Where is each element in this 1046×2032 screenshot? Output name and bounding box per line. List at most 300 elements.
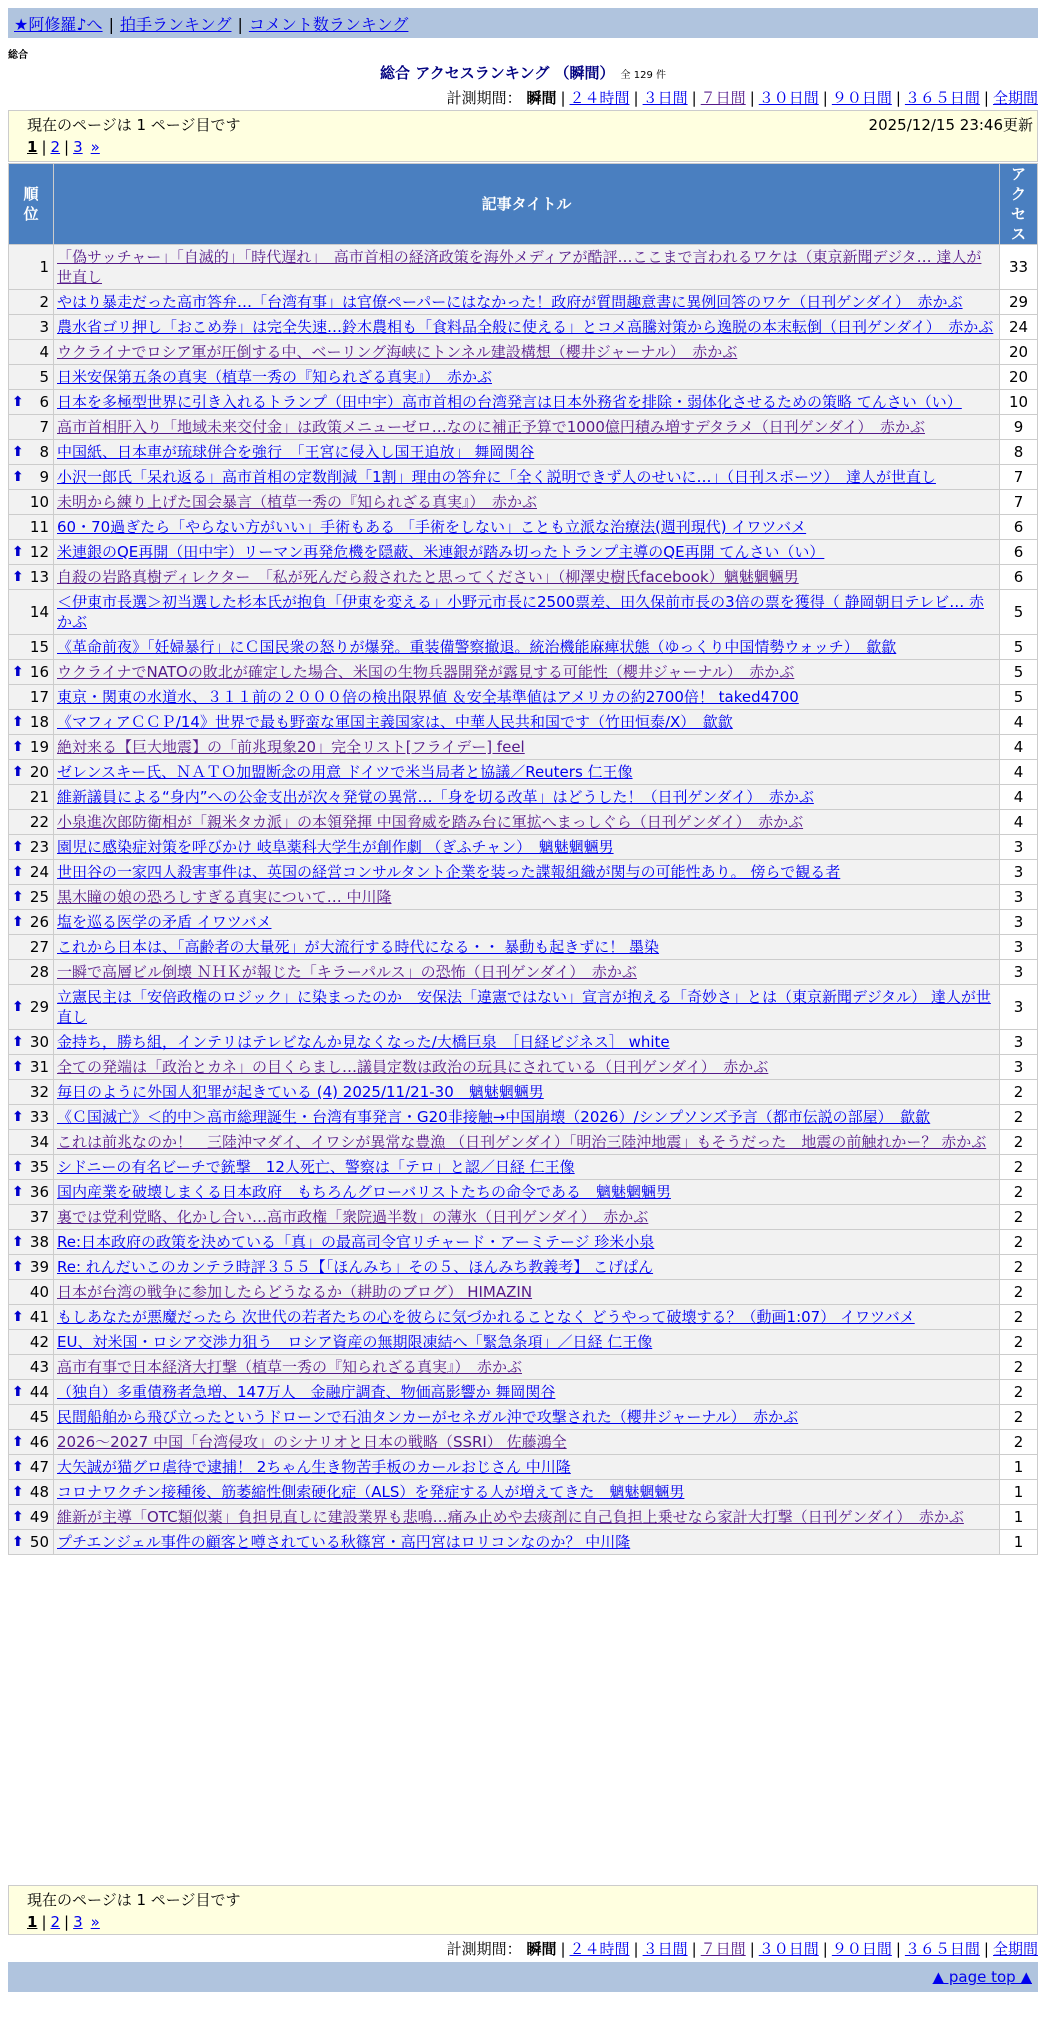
rank-cell [9, 565, 53, 589]
col-rank-header: 順位 [9, 164, 53, 244]
rank-cell [9, 935, 53, 959]
article-link[interactable]: 日本が台湾の戦争に参加したらどうなるか（耕助のブログ） HIMAZIN [57, 1283, 533, 1301]
rank-number: 9 [39, 468, 49, 486]
title-cell [54, 540, 999, 564]
table-row [9, 1380, 1037, 1404]
title-cell [54, 1205, 999, 1229]
article-link[interactable]: EU、対米国・ロシア交渉力狙う ロシア資産の無期限凍結へ「緊急条項」／日経 仁王像 [57, 1333, 653, 1351]
rank-number: 37 [29, 1208, 49, 1226]
up-arrow-icon: ⬆ [12, 1234, 24, 1250]
article-link[interactable]: Re: れんだいこのカンテラ時評３５５【「ほんみち」その５、ほんみち教義考】 こげぱん [57, 1258, 654, 1276]
title-cell [54, 245, 999, 289]
article-link[interactable]: 毎日のように外国人犯罪が起きている (4) 2025/11/21-30 魑魅魍魎男 [57, 1083, 544, 1101]
rank-number: 16 [29, 663, 49, 681]
up-arrow-icon: ⬆ [12, 469, 24, 485]
article-link[interactable]: 園児に感染症対策を呼びかけ 岐阜薬科大学生が創作劇 （ぎふチャン） 魑魅魍魎男 [57, 838, 614, 856]
rank-cell [9, 835, 53, 859]
rank-number: 28 [29, 963, 49, 981]
access-count: 2 [1000, 1330, 1037, 1354]
article-link[interactable]: 国内産業を破壊しまくる日本政府 もちろんグローバリストたちの命令である 魑魅魍魎男 [57, 1183, 671, 1201]
table-row [9, 245, 1037, 289]
article-link[interactable]: シドニーの有名ビーチで銃撃 12人死亡、警察は「テロ」と認／日経 仁王像 [57, 1158, 575, 1176]
table-row [9, 1080, 1037, 1104]
access-count: 10 [1000, 390, 1037, 414]
title-cell [54, 1155, 999, 1179]
rank-number: 36 [29, 1183, 49, 1201]
article-link[interactable]: ゼレンスキー氏、ＮＡＴＯ加盟断念の用意 ドイツで米当局者と協議／Reuters 仁王像 [57, 763, 633, 781]
rank-cell [9, 1205, 53, 1229]
period-30d[interactable]: ３０日間 [758, 89, 819, 107]
article-link[interactable]: 農水省ゴリ押し「おこめ券」は完全失速…鈴木農相も「食料品全般に使える」とコメ高騰対策から逸脱の本末転倒（日刊ゲンダイ） 赤かぶ [57, 318, 994, 336]
rank-number: 45 [29, 1408, 49, 1426]
rank-number: 25 [29, 888, 49, 906]
period-current: 瞬間 [526, 89, 557, 107]
rank-cell [9, 290, 53, 314]
table-row [9, 985, 1037, 1029]
article-link[interactable]: プチエンジェル事件の顧客と噂されている秋篠宮・高円宮はロリコンなのか？ 中川隆 [57, 1533, 631, 1551]
rank-cell [9, 1405, 53, 1429]
access-count: 7 [1000, 465, 1037, 489]
page-current: 1 [27, 138, 38, 156]
access-count: 2 [1000, 1080, 1037, 1104]
article-link[interactable]: 2026～2027 中国「台湾侵攻」のシナリオと日本の戦略（SSRI） 佐藤鴻全 [57, 1433, 567, 1451]
title-cell [54, 315, 999, 339]
access-count: 2 [1000, 1280, 1037, 1304]
period-selector-top: 計測期間： 瞬間 | ２４時間 | ３日間 | ７日間 | ３０日間 | ９０日間 | ３６５日間 | 全期間 [446, 89, 1038, 107]
top-nav-bar [8, 8, 1038, 38]
table-row [9, 1280, 1037, 1304]
title-cell [54, 710, 999, 734]
rank-cell [9, 515, 53, 539]
rank-number: 13 [29, 568, 49, 586]
rank-number: 10 [29, 493, 49, 511]
up-arrow-icon: ⬆ [12, 1059, 24, 1075]
rank-cell [9, 340, 53, 364]
article-link[interactable]: 世田谷の一家四人殺害事件は、英国の経営コンサルタント企業を装った諜報組織が関与の可能性あり。 傍らで観る者 [57, 863, 841, 881]
rank-cell [9, 1130, 53, 1154]
rank-cell [9, 1055, 53, 1079]
table-row [9, 490, 1037, 514]
access-count: 2 [1000, 1230, 1037, 1254]
ranking-table [8, 163, 1038, 1555]
rank-number: 30 [29, 1033, 49, 1051]
article-link[interactable]: ＜伊東市長選＞初当選した杉本氏が抱負「伊東を変える」小野元市長に2500票差、田久保前市長の3倍の票を獲得（ 静岡朝日テレビ… 赤かぶ [57, 593, 984, 631]
period-label: 計測期間： [446, 89, 522, 107]
rank-number: 3 [39, 318, 49, 336]
period-label: 計測期間： [446, 1940, 522, 1958]
article-link[interactable]: 《マフィアＣＣＰ/14》世界で最も野蛮な軍国主義国家は、中華人民共和国です（竹田恒泰/X） 歙歙 [57, 713, 733, 731]
page-link-3[interactable]: 3 [73, 138, 83, 156]
rank-number: 2 [39, 293, 49, 311]
access-count: 2 [1000, 1155, 1037, 1179]
up-arrow-icon: ⬆ [12, 1384, 24, 1400]
title-cell [54, 590, 999, 634]
rank-cell [9, 885, 53, 909]
rank-number: 50 [29, 1533, 49, 1551]
table-row [9, 660, 1037, 684]
title-cell [54, 985, 999, 1029]
access-count: 5 [1000, 685, 1037, 709]
article-link[interactable]: Re:日本政府の政策を決めている「真」の最高司令官リチャード・アーミテージ 珍米小泉 [57, 1233, 655, 1251]
up-arrow-icon: ⬆ [12, 889, 24, 905]
access-count: 29 [1000, 290, 1037, 314]
table-row [9, 760, 1037, 784]
table-row [9, 735, 1037, 759]
table-row [9, 1455, 1037, 1479]
rank-number: 32 [29, 1083, 49, 1101]
rank-cell [9, 1080, 53, 1104]
title-cell [54, 1080, 999, 1104]
col-title-header: 記事タイトル [54, 164, 999, 244]
rank-number: 41 [29, 1308, 49, 1326]
title-cell [54, 1530, 999, 1554]
article-link[interactable]: 東京・関東の水道水、３１１前の２０００倍の検出限界値 ＆安全基準値はアメリカの約2700倍！ taked4700 [57, 688, 799, 706]
access-count: 3 [1000, 935, 1037, 959]
title-cell [54, 340, 999, 364]
access-count: 6 [1000, 540, 1037, 564]
access-count: 3 [1000, 885, 1037, 909]
title-cell [54, 1380, 999, 1404]
access-count: 3 [1000, 860, 1037, 884]
title-cell [54, 1255, 999, 1279]
up-arrow-icon: ⬆ [12, 1109, 24, 1125]
access-count: 20 [1000, 365, 1037, 389]
page-current: 1 [27, 1913, 38, 1931]
title-cell [54, 1305, 999, 1329]
table-row [9, 1430, 1037, 1454]
rank-number: 27 [29, 938, 49, 956]
rank-cell [9, 785, 53, 809]
up-arrow-icon: ⬆ [12, 864, 24, 880]
article-link[interactable]: 黒木瞳の娘の恐ろしすぎる真実について… 中川隆 [57, 888, 392, 906]
nav-separator: | [108, 15, 114, 34]
title-cell [54, 1105, 999, 1129]
article-link[interactable]: 小泉進次郎防衛相が「親米タカ派」の本領発揮 中国脅威を踏み台に軍拡へまっしぐら（日刊ゲンダイ） 赤かぶ [57, 813, 804, 831]
article-link[interactable]: 維新が主導「OTC類似薬」負担見直しに建設業界も悲鳴…痛み止めや去痰剤に自己負担上乗せなら家計大打撃（日刊ゲンダイ） 赤かぶ [57, 1508, 964, 1526]
rank-number: 42 [29, 1333, 49, 1351]
article-link[interactable]: 日本を多極型世界に引き入れるトランプ（田中宇）高市首相の台湾発言は日本外務省を排除・弱体化させるための策略 てんさい（い） [57, 393, 962, 411]
rank-number: 49 [29, 1508, 49, 1526]
rank-cell [9, 1505, 53, 1529]
rank-number: 6 [39, 393, 49, 411]
section-label: 総合 [8, 50, 28, 61]
period-selector-bottom: 計測期間： 瞬間 | ２４時間 | ３日間 | ７日間 | ３０日間 | ９０日間 | ３６５日間 | 全期間 [446, 1940, 1038, 1958]
access-count: 2 [1000, 1305, 1037, 1329]
table-row [9, 390, 1037, 414]
article-link[interactable]: 《革命前夜》「妊婦暴行」にＣ国民衆の怒りが爆発。重装備警察撤退。統治機能麻痺状態（ゆっくり中国情勢ウォッチ） 歙歙 [57, 638, 897, 656]
title-cell [54, 415, 999, 439]
access-count: 2 [1000, 1355, 1037, 1379]
page-info-top [8, 110, 1038, 162]
up-arrow-icon: ⬆ [12, 1484, 24, 1500]
period-current: 瞬間 [526, 1940, 557, 1958]
rank-number: 48 [29, 1483, 49, 1501]
up-arrow-icon: ⬆ [12, 739, 24, 755]
table-row [9, 710, 1037, 734]
article-link[interactable]: 絶対来る【巨大地震】の「前兆現象20」完全リスト[フライデー] feel [57, 738, 525, 756]
access-count: 2 [1000, 1405, 1037, 1429]
article-link[interactable]: やはり暴走だった高市答弁…「台湾有事」は官僚ペーパーにはなかった！政府が質問趣意書に異例回答のワケ（日刊ゲンダイ） 赤かぶ [57, 293, 963, 311]
table-row [9, 685, 1037, 709]
rank-cell [9, 760, 53, 784]
access-count: 7 [1000, 490, 1037, 514]
rank-cell [9, 440, 53, 464]
table-row [9, 860, 1037, 884]
nav-link-comment-ranking[interactable]: コメント数ランキング [248, 15, 409, 34]
title-cell [54, 1355, 999, 1379]
table-row [9, 885, 1037, 909]
period-all[interactable]: 全期間 [992, 89, 1038, 107]
title-cell [54, 1505, 999, 1529]
up-arrow-icon: ⬆ [12, 1509, 24, 1525]
period-24h[interactable]: ２４時間 [569, 89, 630, 107]
rank-cell [9, 710, 53, 734]
access-count: 24 [1000, 315, 1037, 339]
rank-cell [9, 245, 53, 289]
access-count: 9 [1000, 415, 1037, 439]
article-link[interactable]: 高市首相肝入り「地域未来交付金」は政策メニューゼロ…なのに補正予算で1000億円積み増すデタラメ（日刊ゲンダイ） 赤かぶ [57, 418, 925, 436]
article-link[interactable]: 立憲民主は「安倍政権のロジック」に染まったのか 安保法「違憲ではない」宣言が抱える「奇妙さ」とは（東京新聞デジタル） 達人が世直し [57, 988, 991, 1026]
page-top-link[interactable]: ▲ page top ▲ [932, 1968, 1032, 1986]
rank-cell [9, 1105, 53, 1129]
up-arrow-icon: ⬆ [12, 1184, 24, 1200]
title-cell [54, 935, 999, 959]
rank-cell [9, 365, 53, 389]
article-link[interactable]: 一瞬で高層ビル倒壊 ＮＨＫが報じた「キラーパルス」の恐怖（日刊ゲンダイ） 赤かぶ [57, 963, 637, 981]
nav-link-clap-ranking[interactable]: 拍手ランキング [119, 15, 232, 34]
title-cell [54, 390, 999, 414]
bottom-bar [8, 1962, 1038, 1992]
period-3d[interactable]: ３日間 [642, 89, 688, 107]
up-arrow-icon: ⬆ [12, 714, 24, 730]
rank-cell [9, 1455, 53, 1479]
article-link[interactable]: 民間船舶から飛び立ったというドローンで石油タンカーがセネガル沖で攻撃された（櫻井ジャーナル） 赤かぶ [57, 1408, 799, 1426]
table-header-row [9, 164, 1037, 244]
access-count: 2 [1000, 1255, 1037, 1279]
rank-cell [9, 985, 53, 1029]
rank-cell [9, 810, 53, 834]
article-link[interactable]: 未明から練り上げた国会暴言（植草一秀の『知られざる真実』） 赤かぶ [57, 493, 538, 511]
title-cell [54, 1030, 999, 1054]
page-title-text: 総合 アクセスランキング （瞬間） [380, 64, 615, 82]
access-count: 1 [1000, 1530, 1037, 1554]
access-count: 6 [1000, 515, 1037, 539]
rank-cell [9, 465, 53, 489]
rank-number: 34 [29, 1133, 49, 1151]
page-link-2[interactable]: 2 [50, 138, 61, 156]
rank-cell [9, 860, 53, 884]
rank-cell [9, 415, 53, 439]
title-cell [54, 290, 999, 314]
article-link[interactable]: 小沢一郎氏「呆れ返る」高市首相の定数削減「1割」理由の答弁に「全く説明できず人のせいに…」（日刊スポーツ） 達人が世直し [57, 468, 936, 486]
rank-number: 5 [39, 368, 49, 386]
access-count: 4 [1000, 735, 1037, 759]
period-30d[interactable]: ３０日間 [758, 1940, 819, 1958]
article-link[interactable]: 中国紙、日本車が琉球併合を強行 「王宮に侵入し国王追放」 舞岡関谷 [57, 443, 535, 461]
access-count: 5 [1000, 590, 1037, 634]
rank-cell [9, 660, 53, 684]
period-24h[interactable]: ２４時間 [569, 1940, 630, 1958]
up-arrow-icon: ⬆ [12, 444, 24, 460]
table-row [9, 1330, 1037, 1354]
article-link[interactable]: コロナワクチン接種後、筋萎縮性側索硬化症（ALS）を発症する人が増えてきた 魑魅魍魎男 [57, 1483, 685, 1501]
rank-number: 43 [29, 1358, 49, 1376]
access-count: 3 [1000, 910, 1037, 934]
period-365d[interactable]: ３６５日間 [904, 1940, 980, 1958]
article-link[interactable]: （独自）多重債務者急増、147万人 金融庁調査、物価高影響か 舞岡関谷 [57, 1383, 556, 1401]
rank-cell [9, 1355, 53, 1379]
article-link[interactable]: 金持ち，勝ち組，インテリはテレビなんか見なくなった/大橋巨泉 ［日経ビジネス］ white [57, 1033, 670, 1051]
up-arrow-icon: ⬆ [12, 764, 24, 780]
article-link[interactable]: 全ての発端は「政治とカネ」の目くらまし…議員定数は政治の玩具にされている（日刊ゲンダイ） 赤かぶ [57, 1058, 769, 1076]
rank-number: 47 [29, 1458, 49, 1476]
article-link[interactable]: 塩を巡る医学の矛盾 イワツバメ [57, 913, 272, 931]
article-link[interactable]: 60・70過ぎたら「やらない方がいい」手術もある 「手術をしない」ことも立派な治療法(週刊現代) イワツバメ [57, 518, 807, 536]
rank-cell [9, 1155, 53, 1179]
table-row [9, 910, 1037, 934]
table-row [9, 340, 1037, 364]
rank-number: 38 [29, 1233, 49, 1251]
rank-number: 23 [29, 838, 49, 856]
access-count: 4 [1000, 785, 1037, 809]
table-row [9, 835, 1037, 859]
title-cell [54, 735, 999, 759]
nav-link-asyura[interactable]: ★阿修羅♪へ [14, 15, 103, 34]
table-row [9, 1105, 1037, 1129]
article-link[interactable]: これは前兆なのか！ 三陸沖マダイ、イワシが異常な豊漁 （日刊ゲンダイ）「明治三陸沖地震」もそうだった 地震の前触れかー？ 赤かぶ [57, 1133, 987, 1151]
rank-number: 44 [29, 1383, 49, 1401]
article-link[interactable]: もしあなたが悪魔だったら 次世代の若者たちの心を彼らに気づかれることなく どうやって破壊する？（動画1:07） イワツバメ [57, 1308, 915, 1326]
article-link[interactable]: ウクライナでNATOの敗北が確定した場合、米国の生物兵器開発が露見する可能性（櫻井ジャーナル） 赤かぶ [57, 663, 795, 681]
total-count: 全 129 件 [620, 70, 666, 81]
rank-cell [9, 685, 53, 709]
table-row [9, 1180, 1037, 1204]
article-link[interactable]: 維新議員による“身内”への公金支出が次々発覚の異常…「身を切る改革」はどうした！（日刊ゲンダイ） 赤かぶ [57, 788, 814, 806]
article-link[interactable]: 「偽サッチャー」「自滅的」「時代遅れ」 高市首相の経済政策を海外メディアが酷評…ここまで言われるワケは（東京新聞デジタ… 達人が世直し [57, 248, 982, 286]
col-access-header: アクセス [1000, 164, 1037, 244]
access-count: 2 [1000, 1380, 1037, 1404]
rank-number: 29 [29, 998, 49, 1016]
title-cell [54, 685, 999, 709]
period-365d[interactable]: ３６５日間 [904, 89, 980, 107]
period-3d[interactable]: ３日間 [642, 1940, 688, 1958]
up-arrow-icon: ⬆ [12, 1259, 24, 1275]
table-row [9, 565, 1037, 589]
up-arrow-icon: ⬆ [12, 569, 24, 585]
article-link[interactable]: 高市有事で日本経済大打撃（植草一秀の『知られざる真実』） 赤かぶ [57, 1358, 523, 1376]
page-link-2[interactable]: 2 [50, 1913, 61, 1931]
table-row [9, 1355, 1037, 1379]
title-cell [54, 910, 999, 934]
title-cell [54, 1230, 999, 1254]
article-link[interactable]: 自殺の岩路真樹ディレクター 「私が死んだら殺されたと思ってください」（柳澤史樹氏facebook）魑魅魍魎男 [57, 568, 799, 586]
page-next[interactable]: » [90, 138, 100, 156]
article-link[interactable]: 《Ｃ国滅亡》＜的中＞高市総理誕生・台湾有事発言・G20非接触→中国崩壊（2026）/シンプソンズ予言（都市伝説の部屋） 歙歙 [57, 1108, 931, 1126]
article-link[interactable]: 大矢誠が猫グロ虐待で逮捕！ 2ちゃん生き物苦手板のカールおじさん 中川隆 [57, 1458, 571, 1476]
title-cell [54, 515, 999, 539]
article-link[interactable]: 米連銀のQE再開（田中宇）リーマン再発危機を隠蔽、米連銀が踏み切ったトランプ主導のQE再開 てんさい（い） [57, 543, 825, 561]
rank-number: 33 [29, 1108, 49, 1126]
rank-number: 11 [29, 518, 49, 536]
table-row [9, 1480, 1037, 1504]
rank-cell [9, 1280, 53, 1304]
title-cell [54, 1405, 999, 1429]
period-7d[interactable]: ７日間 [700, 89, 746, 107]
title-cell [54, 465, 999, 489]
up-arrow-icon: ⬆ [12, 394, 24, 410]
title-cell [54, 440, 999, 464]
table-row [9, 785, 1037, 809]
rank-number: 7 [39, 418, 49, 436]
rank-number: 8 [39, 443, 49, 461]
access-count: 2 [1000, 1180, 1037, 1204]
table-row [9, 1255, 1037, 1279]
rank-number: 22 [29, 813, 49, 831]
rank-cell [9, 735, 53, 759]
nav-separator: | [237, 15, 243, 34]
table-row [9, 1530, 1037, 1554]
article-link[interactable]: 裏では党利党略、化かし合い…高市政権「衆院過半数」の薄氷（日刊ゲンダイ） 赤かぶ [57, 1208, 649, 1226]
title-cell [54, 785, 999, 809]
access-count: 5 [1000, 635, 1037, 659]
table-row [9, 1305, 1037, 1329]
up-arrow-icon: ⬆ [12, 1309, 24, 1325]
table-row [9, 1505, 1037, 1529]
access-count: 1 [1000, 1455, 1037, 1479]
rank-number: 19 [29, 738, 49, 756]
period-all[interactable]: 全期間 [992, 1940, 1038, 1958]
access-count: 6 [1000, 565, 1037, 589]
access-count: 2 [1000, 1205, 1037, 1229]
article-link[interactable]: ウクライナでロシア軍が圧倒する中、ベーリング海峡にトンネル建設構想（櫻井ジャーナル） 赤かぶ [57, 343, 738, 361]
rank-cell [9, 1030, 53, 1054]
period-90d[interactable]: ９０日間 [831, 89, 892, 107]
period-7d[interactable]: ７日間 [700, 1940, 746, 1958]
table-row [9, 465, 1037, 489]
article-link[interactable]: これから日本は、「高齢者の大量死」が大流行する時代になる・・ 暴動も起きずに！ 墨染 [57, 938, 660, 956]
article-link[interactable]: 日米安保第五条の真実（植草一秀の『知られざる真実』） 赤かぶ [57, 368, 493, 386]
updated-time: 2025/12/15 23:46更新 [868, 116, 1033, 134]
table-row [9, 315, 1037, 339]
up-arrow-icon: ⬆ [12, 1459, 24, 1475]
rank-number: 17 [29, 688, 49, 706]
rank-cell [9, 1255, 53, 1279]
page-link-3[interactable]: 3 [73, 1913, 83, 1931]
rank-number: 18 [29, 713, 49, 731]
period-90d[interactable]: ９０日間 [831, 1940, 892, 1958]
access-count: 3 [1000, 1055, 1037, 1079]
rank-cell [9, 1230, 53, 1254]
access-count: 2 [1000, 1130, 1037, 1154]
title-cell [54, 1455, 999, 1479]
title-cell [54, 660, 999, 684]
title-cell [54, 1480, 999, 1504]
table-row [9, 1155, 1037, 1179]
rank-number: 15 [29, 638, 49, 656]
title-cell [54, 1280, 999, 1304]
rank-number: 21 [29, 788, 49, 806]
rank-cell [9, 590, 53, 634]
page-status: 現在のページは 1 ページ目です [27, 116, 241, 134]
rank-number: 1 [39, 258, 49, 276]
up-arrow-icon: ⬆ [12, 1434, 24, 1450]
table-row [9, 635, 1037, 659]
access-count: 33 [1000, 245, 1037, 289]
up-arrow-icon: ⬆ [12, 839, 24, 855]
title-cell [54, 885, 999, 909]
page-next[interactable]: » [90, 1913, 100, 1931]
table-row [9, 960, 1037, 984]
